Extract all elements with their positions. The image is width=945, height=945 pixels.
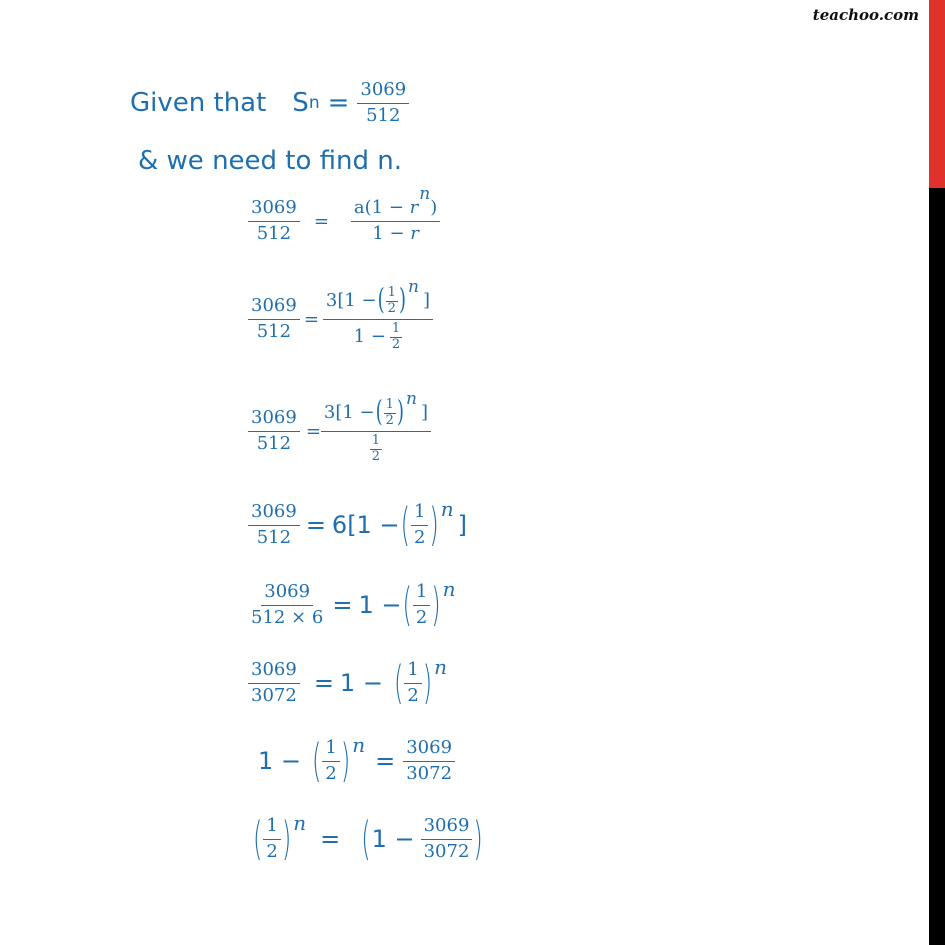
fraction-3069-512: $\frac{3069}{512}$ <box>248 296 300 342</box>
fraction-3069-512: $\frac{3069}{512}$ <box>248 198 300 244</box>
step-7: 1 − ( $\frac{1}{2}$ ) n = $\frac{3069}{3072}$ <box>258 738 455 784</box>
step-1 <box>248 184 440 244</box>
step-3 <box>248 388 431 465</box>
equals: = <box>313 669 334 698</box>
fraction-3069-512: $\frac{3069}{512}$ <box>248 408 300 454</box>
find-n-text: & we need to find n. <box>138 146 403 176</box>
sum-symbol: S <box>292 88 309 119</box>
fraction-3069-512: $\frac{3069}{512}$ <box>248 502 300 548</box>
fraction-3069-3072: $\frac{3069}{3072}$ <box>403 738 455 784</box>
step-5: $\frac{3069}{512 \times 6}$ = 1 − ( $\frac{1}{2}$ ) n <box>248 582 456 628</box>
fraction-3069-512x6: $\frac{3069}{512 \times 6}$ <box>251 581 324 628</box>
equals: = <box>305 420 321 442</box>
equals: = <box>327 88 350 119</box>
equals: = <box>305 511 326 540</box>
step-4: $\frac{3069}{512}$ = 6[1 − ( $\frac{1}{2}$ ) n ] <box>248 502 467 548</box>
sum-subscript: n <box>308 93 320 114</box>
fraction-3069-3072: $\frac{3069}{3072}$ <box>421 816 473 862</box>
side-bar-red <box>929 0 945 188</box>
fraction-3069-3072: $\frac{3069}{3072}$ <box>248 660 300 706</box>
equals: = <box>313 210 329 232</box>
equals: = <box>375 747 396 776</box>
given-label: Given that <box>130 88 267 119</box>
find-n-line <box>138 146 402 176</box>
fraction-3069-512: $\frac{3069}{512}$ <box>357 80 409 126</box>
equals: = <box>320 825 341 854</box>
step-8: ( $\frac{1}{2}$ ) n = ( 1 − $\frac{3069}{3072}$ ) <box>253 811 483 866</box>
brand-logo: teachoo.com <box>812 6 919 24</box>
equals: = <box>303 308 319 330</box>
equals: = <box>332 591 353 620</box>
step-2 <box>248 276 433 353</box>
step-6: $\frac{3069}{3072}$ = 1 − ( $\frac{1}{2}$ ) n <box>248 660 447 706</box>
substituted-formula: 3[1 − ( $\frac{1}{2}$ ) n ] 1 − $\frac{1}{2}$ <box>323 286 433 353</box>
given-line <box>130 80 409 126</box>
simplified-formula: 3[1 − ( $\frac{1}{2}$ ) n ] $\frac{1}{2}$ <box>321 398 431 465</box>
gp-sum-formula: $\frac{a(1 - rn)}{1 - r}$ <box>351 198 440 244</box>
side-bar-black <box>929 188 945 945</box>
